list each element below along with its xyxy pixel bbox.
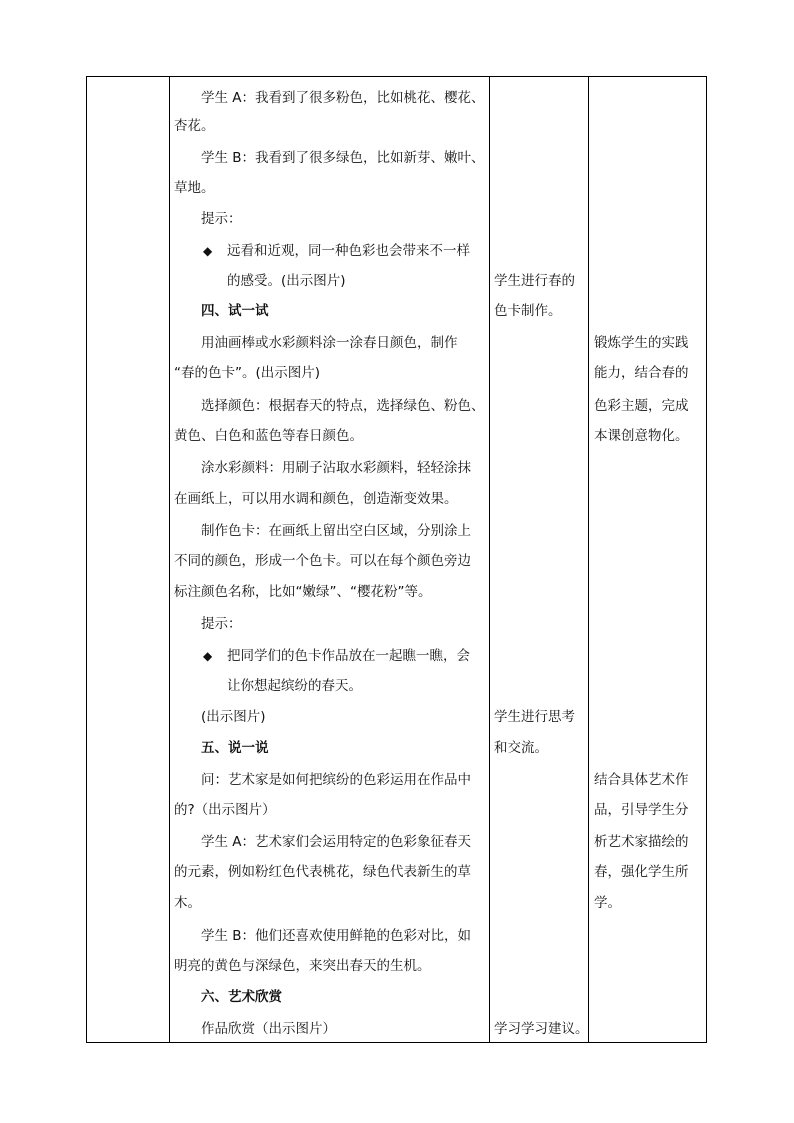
process-text-line: 四、试一试 bbox=[201, 303, 269, 319]
design-intent-line: 能力，结合春的 bbox=[594, 365, 689, 381]
process-text-line: 杏花。 bbox=[174, 118, 215, 134]
process-text-line: 涂水彩颜料：用刷子沾取水彩颜料，轻轻涂抹 bbox=[201, 460, 471, 476]
process-text-line: 提示： bbox=[201, 616, 242, 632]
process-text-line: 木。 bbox=[174, 895, 201, 911]
process-text-line: 用油画棒或水彩颜料涂一涂春日颜色，制作 bbox=[201, 335, 458, 351]
process-text-line: 草地。 bbox=[174, 180, 215, 196]
process-text-line: 在画纸上，可以用水调和颜色，创造渐变效果。 bbox=[174, 491, 458, 507]
process-text-line: 提示： bbox=[201, 211, 242, 227]
process-text-line: “春的色卡”。(出示图片) bbox=[174, 365, 321, 381]
process-text-line: 学生 B：我看到了很多绿色，比如新芽、嫩叶、 bbox=[201, 150, 485, 166]
process-text-line: 学生 A：我看到了很多粉色，比如桃花、樱花、 bbox=[201, 90, 485, 106]
design-intent-line: 析艺术家描绘的 bbox=[594, 834, 689, 850]
process-text-line: 不同的颜色，形成一个色卡。可以在每个颜色旁边 bbox=[174, 553, 471, 569]
bullet-diamond-icon: ◆ bbox=[203, 244, 213, 258]
student-activity-column bbox=[490, 77, 587, 1042]
student-activity-line: 学生进行春的 bbox=[494, 273, 575, 289]
design-intent-line: 本课创意物化。 bbox=[594, 428, 689, 444]
student-activity-line: 学生进行思考 bbox=[494, 709, 575, 725]
process-text-line: 五、说一说 bbox=[201, 740, 269, 756]
student-activity-line: 学习学习建议。 bbox=[494, 1021, 589, 1037]
design-intent-line: 锻炼学生的实践 bbox=[594, 335, 689, 351]
process-text-line: 制作色卡：在画纸上留出空白区域，分别涂上 bbox=[201, 523, 471, 539]
process-text-line: 黄色、白色和蓝色等春日颜色。 bbox=[174, 428, 363, 444]
student-activity-line: 色卡制作。 bbox=[494, 303, 562, 319]
process-text-line: 六、艺术欣赏 bbox=[201, 989, 282, 1005]
process-text-line: 选择颜色：根据春天的特点，选择绿色、粉色、 bbox=[201, 398, 485, 414]
teaching-process-column bbox=[169, 77, 489, 1042]
bullet-diamond-icon: ◆ bbox=[203, 649, 213, 663]
design-intent-line: 春，强化学生所 bbox=[594, 864, 689, 880]
process-text-line: 标注颜色名称，比如“嫩绿”、“樱花粉”等。 bbox=[174, 584, 432, 600]
design-intent-line: 品，引导学生分 bbox=[594, 802, 689, 818]
process-text-line: 的元素，例如粉红色代表桃花，绿色代表新生的草 bbox=[174, 864, 471, 880]
process-text-line: 远看和近观，同一种色彩也会带来不一样 bbox=[227, 243, 470, 259]
process-text-line: 学生 B：他们还喜欢使用鲜艳的色彩对比，如 bbox=[201, 928, 472, 944]
process-text-line: (出示图片) bbox=[201, 709, 266, 725]
process-text-line: 把同学们的色卡作品放在一起瞧一瞧，会 bbox=[227, 648, 470, 664]
process-text-line: 学生 A：艺术家们会运用特定的色彩象征春天 bbox=[201, 834, 472, 850]
student-activity-line: 和交流。 bbox=[494, 740, 548, 756]
process-text-line: 的?（出示图片） bbox=[174, 802, 276, 818]
process-text-line: 作品欣赏（出示图片） bbox=[201, 1021, 336, 1037]
process-text-line: 明亮的黄色与深绿色，来突出春天的生机。 bbox=[174, 958, 431, 974]
design-intent-line: 学。 bbox=[594, 895, 621, 911]
design-intent-column bbox=[589, 77, 706, 1042]
lesson-table bbox=[86, 76, 707, 1043]
design-intent-line: 结合具体艺术作 bbox=[594, 772, 689, 788]
design-intent-line: 色彩主题，完成 bbox=[594, 398, 689, 414]
process-text-line: 的感受。(出示图片) bbox=[227, 273, 346, 289]
process-text-line: 让你想起缤纷的春天。 bbox=[227, 678, 362, 694]
process-text-line: 问：艺术家是如何把缤纷的色彩运用在作品中 bbox=[201, 772, 471, 788]
